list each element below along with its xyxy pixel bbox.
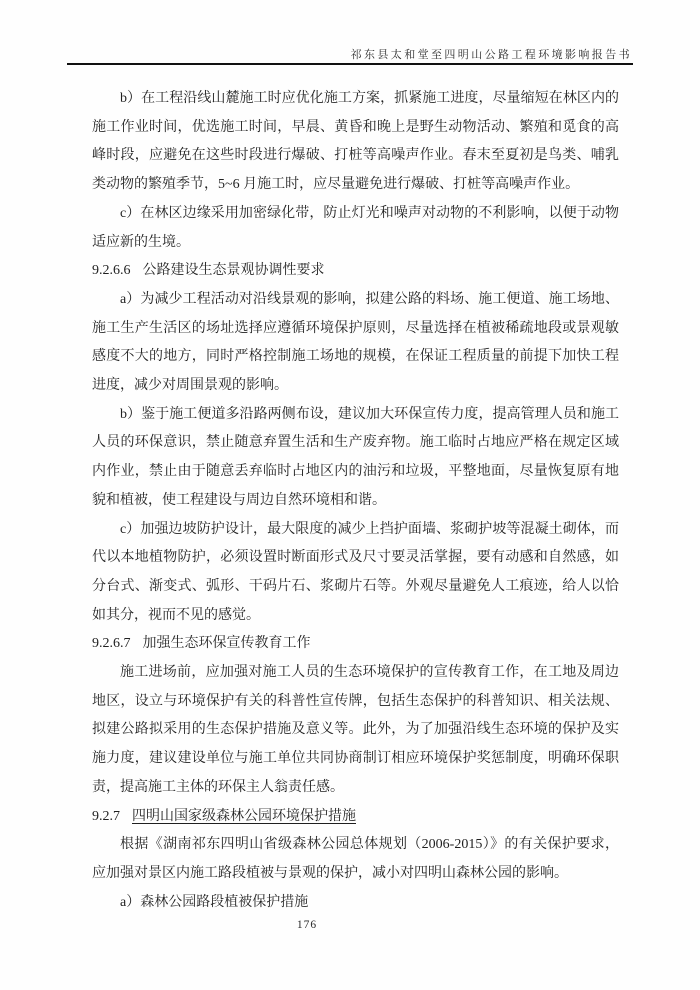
section-heading — [92, 803, 619, 832]
section-heading — [92, 257, 619, 286]
section-title: 公路建设生态景观协调性要求 — [142, 263, 325, 279]
paragraph: a）森林公园路段植被保护措施 — [120, 894, 309, 910]
paragraph: c）在林区边缘采用加密绿化带，防止灯光和噪声对动物的不利影响，以便于动物适应新的生境。 — [92, 205, 619, 250]
section-number: 9.2.6.7 — [92, 636, 131, 652]
document-body — [92, 85, 619, 917]
paragraph: b）鉴于施工便道多沿路两侧布设，建议加大环保宣传力度，提高管理人员和施工人员的环保意识，禁止随意弃置生活和生产废弃物。施工临时占地应严格在规定区域内作业，禁止由于随意丢弃临时占地区内的油污和垃圾，平整地面，尽量恢复原有地貌和植被，使工程建设与周边自然环境相和谐。 — [92, 406, 619, 508]
running-header-title: 祁东县太和堂至四明山公路工程环境影响报告书 — [350, 49, 632, 61]
section-number: 9.2.7 — [92, 808, 120, 824]
page-footer — [0, 919, 614, 931]
header-divider — [67, 63, 633, 65]
page-number: 176 — [296, 919, 318, 931]
section-number: 9.2.6.6 — [92, 263, 131, 279]
section-heading — [92, 630, 619, 659]
paragraph: a）为减少工程活动对沿线景观的影响，拟建公路的料场、施工便道、施工场地、施工生产生活区的场址选择应遵循环境保护原则，尽量选择在植被稀疏地段或景观敏感度不大的地方，同时严格控制施工场地的规模，在保证工程质量的前提下加快工程进度，减少对周围景观的影响。 — [92, 291, 619, 394]
paragraph: 根据《湖南祁东四明山省级森林公园总体规划（2006-2015）》的有关保护要求，应加强对景区内施工路段植被与景观的保护，减小对四明山森林公园的影响。 — [92, 837, 619, 881]
section-title: 四明山国家级森林公园环境保护措施 — [132, 808, 356, 824]
paragraph: c）加强边坡防护设计，最大限度的减少上挡护面墙、浆砌护坡等混凝土砌体，而代以本地植物防护，必须设置时断面形式及尺寸要灵活掌握，要有动感和自然感，如分台式、渐变式、弧形、干码片石、浆砌片石等。外观尽量避免人工痕迹，给人以恰如其分，视而不见的感觉。 — [92, 521, 619, 623]
paragraph: 施工进场前，应加强对施工人员的生态环境保护的宣传教育工作，在工地及周边地区，设立与环境保护有关的科普性宣传牌，包括生态保护的科普知识、相关法规、拟建公路拟采用的生态保护措施及意义等。此外，为了加强沿线生态环境的保护及实施力度，建议建设单位与施工单位共同协商制订相应环境保护奖惩制度，明确环保职责，提高施工主体的环保主人翁责任感。 — [92, 665, 619, 795]
paragraph: b）在工程沿线山麓施工时应优化施工方案，抓紧施工进度，尽量缩短在林区内的施工作业时间，优选施工时间，早晨、黄昏和晚上是野生动物活动、繁殖和觅食的高峰时段，应避免在这些时段进行爆破、打桩等高噪声作业。春末至夏初是鸟类、哺乳类动物的繁殖季节，5~6 月施工时，应尽量避免进行爆破、打桩等高噪声作业。 — [92, 91, 619, 193]
section-title: 加强生态环保宣传教育工作 — [142, 636, 311, 652]
